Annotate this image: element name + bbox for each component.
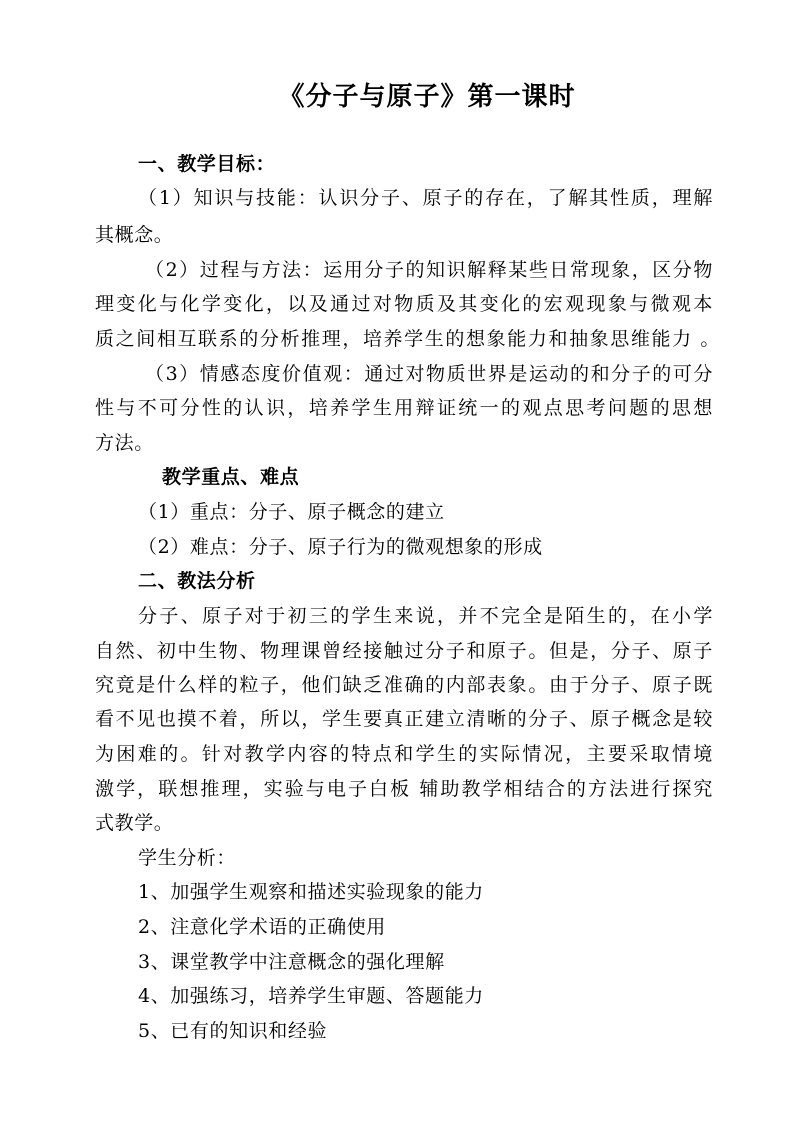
method-line-3: 究竟是什么样的粒子，他们缺乏准确的内部表象。由于分子、原子既: [95, 674, 713, 696]
student-analysis-item-5: 5、已有的知识和经验: [138, 1020, 328, 1042]
objective-3-line-3: 方法。: [95, 432, 154, 454]
method-line-4: 看不见也摸不着，所以，学生要真正建立清晰的分子、原子概念是较: [95, 708, 713, 730]
keypoint-1: （1）重点：分子、原子概念的建立: [138, 501, 445, 523]
objectives-heading: 一、教学目标：: [138, 153, 276, 175]
method-heading: 二、教法分析: [138, 570, 256, 592]
objective-3-line-1: （3）情感态度价值观：通过对物质世界是运动的和分子的可分: [145, 363, 713, 385]
document-title: 《分子与原子》第一课时: [278, 82, 576, 112]
method-line-5: 为困难的。针对教学内容的特点和学生的实际情况，主要采取情境: [95, 743, 713, 765]
objective-2-line-3: 质之间相互联系的分析推理，培养学生的想象能力和抽象思维能力 。: [95, 328, 720, 350]
student-analysis-item-1: 1、加强学生观察和描述实验现象的能力: [138, 881, 484, 903]
objective-2-line-2: 理变化与化学变化，以及通过对物质及其变化的宏观现象与微观本: [95, 293, 713, 315]
student-analysis-item-2: 2、注意化学术语的正确使用: [138, 916, 386, 938]
student-analysis-heading: 学生分析：: [138, 847, 237, 869]
method-line-6: 激学，联想推理，实验与电子白板 辅助教学相结合的方法进行探究: [95, 778, 713, 800]
student-analysis-item-4: 4、加强练习，培养学生审题、答题能力: [138, 985, 484, 1007]
method-line-7: 式教学。: [95, 812, 174, 834]
objective-1-line-2: 其概念。: [95, 224, 174, 246]
keypoint-2: （2）难点：分子、原子行为的微观想象的形成: [138, 536, 543, 558]
objective-3-line-2: 性与不可分性的认识，培养学生用辩证统一的观点思考问题的思想: [95, 397, 713, 419]
method-line-1: 分子、原子对于初三的学生来说，并不完全是陌生的，在小学: [138, 605, 713, 627]
objective-1-line-1: （1）知识与技能：认识分子、原子的存在，了解其性质，理解: [138, 187, 713, 209]
objective-2-line-1: （2）过程与方法：运用分子的知识解释某些日常现象，区分物: [145, 259, 713, 281]
method-line-2: 自然、初中生物、物理课曾经接触过分子和原子。但是，分子、原子: [95, 640, 713, 662]
keypoints-heading: 教学重点、难点: [162, 466, 300, 488]
student-analysis-item-3: 3、课堂教学中注意概念的强化理解: [138, 951, 445, 973]
